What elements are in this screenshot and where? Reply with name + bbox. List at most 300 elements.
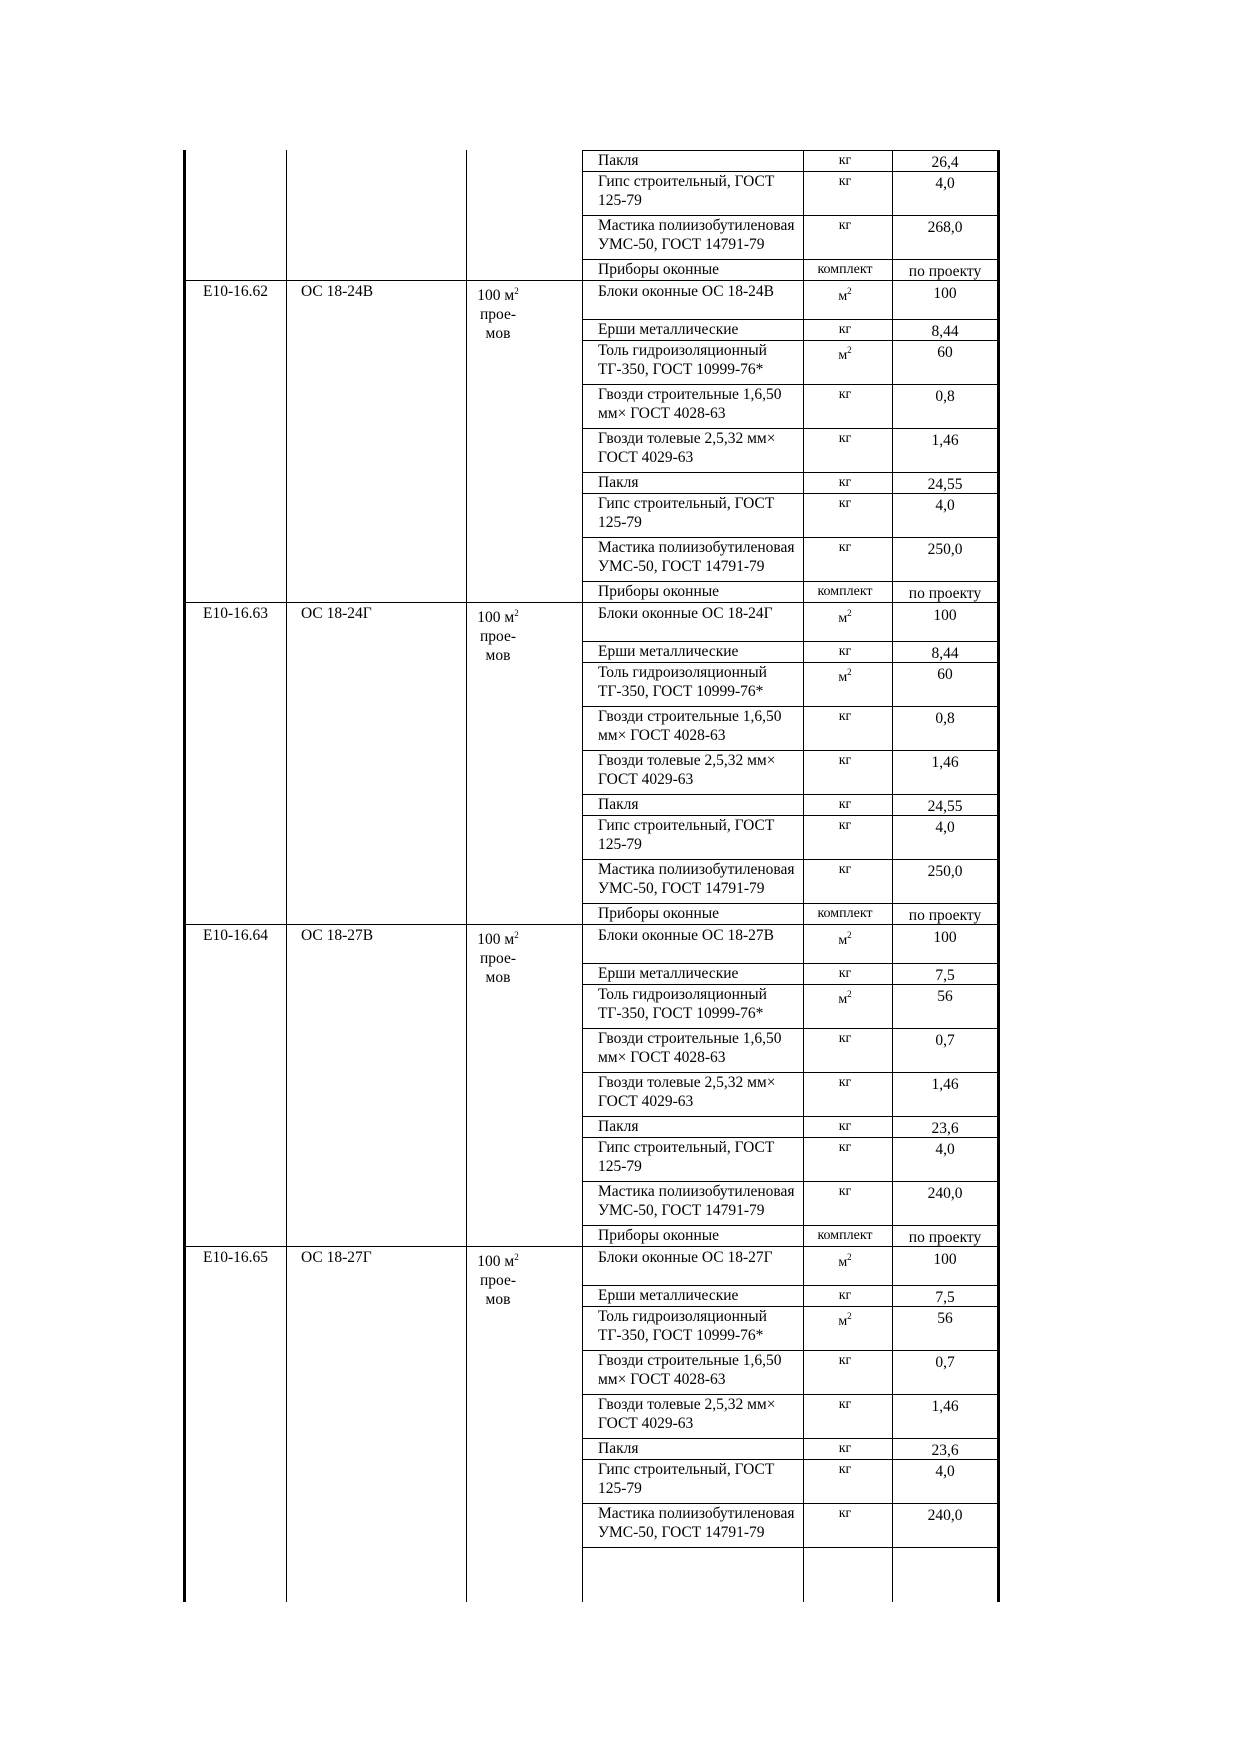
resource-name xyxy=(598,1117,803,1136)
quantity-text: 0,8 xyxy=(935,388,955,405)
resource-name xyxy=(598,707,803,745)
resource-unit xyxy=(807,320,883,339)
resource-unit xyxy=(807,1226,883,1245)
quantity-text: 100 xyxy=(933,285,957,302)
resource-unit xyxy=(807,751,883,770)
resource-unit xyxy=(807,172,883,191)
unit-text: кг xyxy=(838,1140,852,1155)
quantity-text: 56 xyxy=(937,1310,953,1327)
resource-text: Мастика полиизобутиленовая УМС-50, ГОСТ 14791-79 xyxy=(598,861,795,897)
measure-unit-word: прое- xyxy=(479,306,517,323)
resource-name xyxy=(598,1307,803,1345)
resource-unit xyxy=(807,985,883,1009)
resource-quantity xyxy=(896,1031,994,1050)
resource-quantity xyxy=(896,753,994,772)
quantity-text: 4,0 xyxy=(935,1141,955,1158)
resource-name xyxy=(598,1286,803,1305)
resource-quantity xyxy=(896,862,994,881)
resource-quantity xyxy=(896,174,994,193)
resource-unit xyxy=(807,341,883,365)
resource-quantity xyxy=(896,1288,994,1307)
quantity-text: 60 xyxy=(937,344,953,361)
resource-quantity xyxy=(896,1184,994,1203)
resource-name xyxy=(598,751,803,789)
resource-text: Толь гидроизоляционный ТГ-350, ГОСТ 10999-76* xyxy=(598,342,767,378)
unit-text: м xyxy=(838,348,848,363)
quantity-text: 0,8 xyxy=(935,710,955,727)
resource-text: Приборы оконные xyxy=(598,583,720,600)
unit-superscript: 2 xyxy=(847,989,852,999)
measure-unit-line xyxy=(461,646,535,665)
measure-unit-value: 100 м xyxy=(477,287,515,304)
unit-superscript: 2 xyxy=(847,1252,852,1262)
resource-unit xyxy=(807,1073,883,1092)
row-border xyxy=(183,280,1000,281)
resource-text: Мастика полиизобутиленовая УМС-50, ГОСТ 14791-79 xyxy=(598,1183,795,1219)
resource-text: Гвозди строительные 1,6,50 мм× ГОСТ 4028-63 xyxy=(598,708,782,744)
quantity-text: 4,0 xyxy=(935,819,955,836)
resource-quantity xyxy=(896,540,994,559)
unit-text: кг xyxy=(838,540,852,555)
unit-text: кг xyxy=(838,1075,852,1090)
unit-text: м xyxy=(838,933,848,948)
quantity-text: по проекту xyxy=(908,1229,982,1246)
resource-text: Толь гидроизоляционный ТГ-350, ГОСТ 10999-76* xyxy=(598,986,767,1022)
resource-unit xyxy=(807,642,883,661)
quantity-text: 56 xyxy=(937,988,953,1005)
resource-name xyxy=(598,860,803,898)
column-divider xyxy=(803,150,804,1602)
measure-unit-value: 100 м xyxy=(477,931,515,948)
unit-text: кг xyxy=(838,753,852,768)
resource-unit xyxy=(807,216,883,235)
resource-unit xyxy=(807,816,883,835)
measure-unit xyxy=(461,1248,535,1309)
resource-text: Гвозди толевые 2,5,32 мм× ГОСТ 4029-63 xyxy=(598,430,776,466)
quantity-text: по проекту xyxy=(908,907,982,924)
quantity-text: 240,0 xyxy=(927,1507,963,1524)
unit-text: кг xyxy=(838,709,852,724)
resource-name xyxy=(598,1248,803,1267)
quantity-text: 23,6 xyxy=(931,1120,959,1137)
resource-name xyxy=(598,1395,803,1433)
row-border xyxy=(582,1547,1000,1548)
measure-unit-line xyxy=(461,282,535,305)
unit-text: м xyxy=(838,1314,848,1329)
unit-text: кг xyxy=(838,218,852,233)
norm-code xyxy=(203,1248,268,1267)
resource-name xyxy=(598,429,803,467)
resource-text: Пакля xyxy=(598,796,639,813)
resource-text: Гипс строительный, ГОСТ 125-79 xyxy=(598,817,775,853)
resource-name xyxy=(598,1182,803,1220)
norm-code xyxy=(203,282,268,301)
norm-code-text: Е10-16.65 xyxy=(203,1249,269,1266)
resource-quantity xyxy=(896,1250,994,1269)
column-divider xyxy=(183,150,186,1602)
measure-unit-value: 100 м xyxy=(477,609,515,626)
quantity-text: 26,4 xyxy=(931,154,959,171)
column-divider xyxy=(997,150,1000,1602)
quantity-text: 24,55 xyxy=(927,798,963,815)
resource-text: Мастика полиизобутиленовая УМС-50, ГОСТ 14791-79 xyxy=(598,539,795,575)
measure-unit xyxy=(461,282,535,343)
unit-text: кг xyxy=(838,1119,852,1134)
resource-name xyxy=(598,926,803,945)
resource-quantity xyxy=(896,1441,994,1460)
measure-unit-line xyxy=(461,949,535,968)
quantity-text: 24,55 xyxy=(927,476,963,493)
unit-text: кг xyxy=(838,387,852,402)
quantity-text: 250,0 xyxy=(927,863,963,880)
resource-name xyxy=(598,1504,803,1542)
resource-unit xyxy=(807,663,883,687)
resource-quantity xyxy=(896,966,994,985)
resource-quantity xyxy=(896,709,994,728)
quantity-text: 7,5 xyxy=(935,1289,955,1306)
resource-unit xyxy=(807,385,883,404)
resource-unit xyxy=(807,1029,883,1048)
resource-name xyxy=(598,320,803,339)
unit-text: кг xyxy=(838,797,852,812)
measure-unit-word: прое- xyxy=(479,1272,517,1289)
quantity-text: 100 xyxy=(933,607,957,624)
resource-text: Пакля xyxy=(598,152,639,169)
resource-text: Толь гидроизоляционный ТГ-350, ГОСТ 10999-76* xyxy=(598,664,767,700)
unit-text: кг xyxy=(838,818,852,833)
resource-unit xyxy=(807,1182,883,1201)
norm-code-text: Е10-16.63 xyxy=(203,605,269,622)
resource-unit xyxy=(807,473,883,492)
column-divider xyxy=(892,150,893,1602)
resource-unit xyxy=(807,1286,883,1305)
measure-unit-word: мов xyxy=(485,325,511,342)
quantity-text: 8,44 xyxy=(931,645,959,662)
work-name xyxy=(301,604,372,623)
quantity-text: 7,5 xyxy=(935,967,955,984)
resource-unit xyxy=(807,1351,883,1370)
unit-text: кг xyxy=(838,1506,852,1521)
resource-text: Пакля xyxy=(598,1118,639,1135)
unit-text: кг xyxy=(838,1462,852,1477)
unit-superscript: 2 xyxy=(847,345,852,355)
measure-unit-line xyxy=(461,604,535,627)
quantity-text: 0,7 xyxy=(935,1032,955,1049)
work-name xyxy=(301,282,373,301)
resource-text: Гипс строительный, ГОСТ 125-79 xyxy=(598,173,775,209)
unit-superscript: 2 xyxy=(847,1311,852,1321)
unit-superscript: 2 xyxy=(847,667,852,677)
resource-quantity xyxy=(896,1228,994,1247)
resource-unit xyxy=(807,1395,883,1414)
measure-unit-line xyxy=(461,1290,535,1309)
resource-text: Приборы оконные xyxy=(598,261,720,278)
resource-text: Мастика полиизобутиленовая УМС-50, ГОСТ 14791-79 xyxy=(598,217,795,253)
resource-quantity xyxy=(896,1397,994,1416)
resource-text: Ерши металлические xyxy=(598,321,739,338)
resource-text: Гвозди строительные 1,6,50 мм× ГОСТ 4028-63 xyxy=(598,1030,782,1066)
resource-quantity xyxy=(896,153,994,172)
resource-text: Ерши металлические xyxy=(598,1287,739,1304)
quantity-text: 8,44 xyxy=(931,323,959,340)
unit-text: кг xyxy=(838,1397,852,1412)
resource-quantity xyxy=(896,606,994,625)
quantity-text: 268,0 xyxy=(927,219,963,236)
unit-text: м xyxy=(838,289,848,304)
resource-unit xyxy=(807,151,883,170)
quantity-text: 100 xyxy=(933,929,957,946)
resource-name xyxy=(598,1138,803,1176)
measure-unit-word: мов xyxy=(485,647,511,664)
resource-unit xyxy=(807,282,883,306)
resource-text: Ерши металлические xyxy=(598,965,739,982)
measure-unit-word: прое- xyxy=(479,628,517,645)
measure-unit-superscript: 2 xyxy=(514,608,519,618)
resource-unit xyxy=(807,429,883,448)
resource-text: Гипс строительный, ГОСТ 125-79 xyxy=(598,1461,775,1497)
measure-unit-word: прое- xyxy=(479,950,517,967)
norms-table xyxy=(183,150,1000,1602)
resource-unit xyxy=(807,904,883,923)
resource-name xyxy=(598,904,803,923)
unit-text: кг xyxy=(838,966,852,981)
quantity-text: 240,0 xyxy=(927,1185,963,1202)
work-name-text: ОС 18-27Г xyxy=(301,1249,372,1266)
unit-text: м xyxy=(838,670,848,685)
unit-text: кг xyxy=(838,431,852,446)
column-divider xyxy=(286,150,287,1602)
resource-unit xyxy=(807,604,883,628)
resource-quantity xyxy=(896,475,994,494)
resource-quantity xyxy=(896,818,994,837)
resource-name xyxy=(598,985,803,1023)
measure-unit-superscript: 2 xyxy=(514,1252,519,1262)
resource-name xyxy=(598,1073,803,1111)
resource-text: Блоки оконные ОС 18-27В xyxy=(598,927,774,944)
resource-quantity xyxy=(896,644,994,663)
resource-name xyxy=(598,663,803,701)
resource-text: Гвозди строительные 1,6,50 мм× ГОСТ 4028-63 xyxy=(598,1352,782,1388)
measure-unit xyxy=(461,604,535,665)
unit-superscript: 2 xyxy=(847,286,852,296)
resource-text: Гипс строительный, ГОСТ 125-79 xyxy=(598,1139,775,1175)
resource-quantity xyxy=(896,1353,994,1372)
resource-name xyxy=(598,964,803,983)
resource-name xyxy=(598,1460,803,1498)
unit-text: кг xyxy=(838,1353,852,1368)
unit-superscript: 2 xyxy=(847,930,852,940)
row-border xyxy=(183,602,1000,603)
unit-text: комплект xyxy=(817,584,873,599)
resource-quantity xyxy=(896,1140,994,1159)
resource-quantity xyxy=(896,262,994,281)
resource-quantity xyxy=(896,928,994,947)
row-border xyxy=(183,924,1000,925)
resource-name xyxy=(598,1226,803,1245)
norm-code-text: Е10-16.62 xyxy=(203,283,269,300)
quantity-text: 4,0 xyxy=(935,497,955,514)
unit-text: кг xyxy=(838,153,852,168)
measure-unit-line xyxy=(461,305,535,324)
resource-quantity xyxy=(896,1506,994,1525)
resource-text: Блоки оконные ОС 18-27Г xyxy=(598,1249,773,1266)
resource-quantity xyxy=(896,431,994,450)
resource-name xyxy=(598,260,803,279)
resource-name xyxy=(598,816,803,854)
work-name xyxy=(301,926,373,945)
unit-text: кг xyxy=(838,1184,852,1199)
unit-text: кг xyxy=(838,174,852,189)
resource-text: Гвозди строительные 1,6,50 мм× ГОСТ 4028-63 xyxy=(598,386,782,422)
resource-text: Мастика полиизобутиленовая УМС-50, ГОСТ 14791-79 xyxy=(598,1505,795,1541)
norm-code-text: Е10-16.64 xyxy=(203,927,269,944)
resource-quantity xyxy=(896,496,994,515)
unit-text: комплект xyxy=(817,906,873,921)
measure-unit-line xyxy=(461,627,535,646)
quantity-text: 0,7 xyxy=(935,1354,955,1371)
resource-unit xyxy=(807,707,883,726)
resource-text: Блоки оконные ОС 18-24Г xyxy=(598,605,773,622)
work-name-text: ОС 18-24В xyxy=(301,283,374,300)
resource-unit xyxy=(807,964,883,983)
unit-text: кг xyxy=(838,1031,852,1046)
measure-unit-word: мов xyxy=(485,969,511,986)
resource-unit xyxy=(807,582,883,601)
quantity-text: 4,0 xyxy=(935,1463,955,1480)
resource-quantity xyxy=(896,1075,994,1094)
resource-unit xyxy=(807,860,883,879)
work-name-text: ОС 18-27В xyxy=(301,927,374,944)
resource-name xyxy=(598,642,803,661)
unit-text: кг xyxy=(838,475,852,490)
resource-name xyxy=(598,582,803,601)
resource-text: Гвозди толевые 2,5,32 мм× ГОСТ 4029-63 xyxy=(598,1074,776,1110)
resource-unit xyxy=(807,538,883,557)
column-divider xyxy=(582,150,583,1602)
resource-name xyxy=(598,604,803,623)
resource-unit xyxy=(807,1439,883,1458)
resource-name xyxy=(598,795,803,814)
measure-unit-line xyxy=(461,1271,535,1290)
resource-unit xyxy=(807,795,883,814)
resource-text: Ерши металлические xyxy=(598,643,739,660)
resource-unit xyxy=(807,1504,883,1523)
resource-quantity xyxy=(896,1462,994,1481)
resource-unit xyxy=(807,926,883,950)
resource-name xyxy=(598,494,803,532)
resource-quantity xyxy=(896,284,994,303)
unit-text: кг xyxy=(838,1288,852,1303)
resource-quantity xyxy=(896,322,994,341)
resource-text: Гвозди толевые 2,5,32 мм× ГОСТ 4029-63 xyxy=(598,1396,776,1432)
resource-name xyxy=(598,1351,803,1389)
resource-quantity xyxy=(896,906,994,925)
work-name xyxy=(301,1248,372,1267)
resource-name xyxy=(598,1029,803,1067)
resource-text: Пакля xyxy=(598,474,639,491)
norm-code xyxy=(203,604,268,623)
resource-unit xyxy=(807,260,883,279)
quantity-text: 1,46 xyxy=(931,754,959,771)
measure-unit-superscript: 2 xyxy=(514,930,519,940)
resource-unit xyxy=(807,1138,883,1157)
resource-unit xyxy=(807,1460,883,1479)
resource-text: Пакля xyxy=(598,1440,639,1457)
resource-name xyxy=(598,172,803,210)
unit-text: м xyxy=(838,992,848,1007)
quantity-text: 23,6 xyxy=(931,1442,959,1459)
unit-text: комплект xyxy=(817,1228,873,1243)
resource-name xyxy=(598,473,803,492)
work-name-text: ОС 18-24Г xyxy=(301,605,372,622)
resource-unit xyxy=(807,1248,883,1272)
unit-text: кг xyxy=(838,322,852,337)
resource-quantity xyxy=(896,343,994,362)
quantity-text: 1,46 xyxy=(931,432,959,449)
resource-name xyxy=(598,216,803,254)
unit-text: комплект xyxy=(817,262,873,277)
resource-name xyxy=(598,151,803,170)
resource-quantity xyxy=(896,218,994,237)
quantity-text: 60 xyxy=(937,666,953,683)
measure-unit-superscript: 2 xyxy=(514,286,519,296)
resource-quantity xyxy=(896,797,994,816)
resource-text: Приборы оконные xyxy=(598,905,720,922)
measure-unit-line xyxy=(461,926,535,949)
quantity-text: 100 xyxy=(933,1251,957,1268)
unit-text: кг xyxy=(838,496,852,511)
resource-unit xyxy=(807,494,883,513)
quantity-text: 1,46 xyxy=(931,1398,959,1415)
resource-quantity xyxy=(896,1309,994,1328)
unit-text: м xyxy=(838,611,848,626)
resource-text: Гипс строительный, ГОСТ 125-79 xyxy=(598,495,775,531)
quantity-text: 4,0 xyxy=(935,175,955,192)
resource-name xyxy=(598,1439,803,1458)
resource-text: Приборы оконные xyxy=(598,1227,720,1244)
resource-name xyxy=(598,341,803,379)
quantity-text: по проекту xyxy=(908,585,982,602)
measure-unit xyxy=(461,926,535,987)
resource-unit xyxy=(807,1307,883,1331)
norm-code xyxy=(203,926,268,945)
resource-unit xyxy=(807,1117,883,1136)
unit-text: кг xyxy=(838,644,852,659)
measure-unit-word: мов xyxy=(485,1291,511,1308)
resource-text: Блоки оконные ОС 18-24В xyxy=(598,283,774,300)
resource-quantity xyxy=(896,665,994,684)
resource-name xyxy=(598,282,803,301)
measure-unit-line xyxy=(461,324,535,343)
column-divider xyxy=(466,150,467,1602)
resource-name xyxy=(598,385,803,423)
resource-quantity xyxy=(896,1119,994,1138)
unit-superscript: 2 xyxy=(847,608,852,618)
resource-text: Толь гидроизоляционный ТГ-350, ГОСТ 10999-76* xyxy=(598,1308,767,1344)
measure-unit-line xyxy=(461,1248,535,1271)
resource-quantity xyxy=(896,584,994,603)
unit-text: кг xyxy=(838,862,852,877)
resource-text: Гвозди толевые 2,5,32 мм× ГОСТ 4029-63 xyxy=(598,752,776,788)
quantity-text: 250,0 xyxy=(927,541,963,558)
resource-name xyxy=(598,538,803,576)
measure-unit-value: 100 м xyxy=(477,1253,515,1270)
resource-quantity xyxy=(896,987,994,1006)
quantity-text: по проекту xyxy=(908,263,982,280)
measure-unit-line xyxy=(461,968,535,987)
resource-quantity xyxy=(896,387,994,406)
unit-text: м xyxy=(838,1255,848,1270)
